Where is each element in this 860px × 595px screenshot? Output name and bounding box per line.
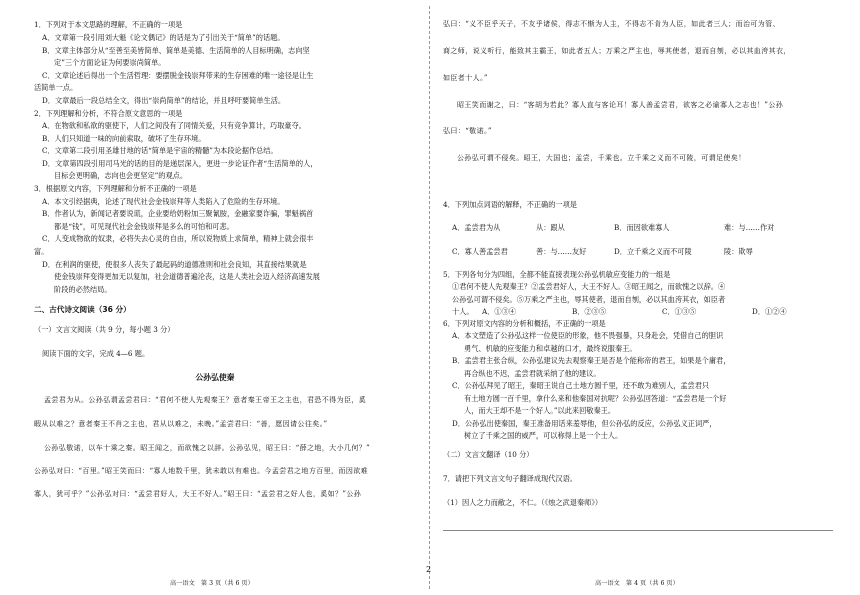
q1-option-d: D．文章最后一段总结全文，得出“崇尚简单”的结论，并且呼吁要简单生活。 xyxy=(42,96,286,105)
page-number: 2 xyxy=(426,565,432,574)
q6-option-a-cont: 勇气、机敏的应变能力和卓越的口才，最终说服秦王。 xyxy=(464,344,637,353)
q3-option-c-cont: 富。 xyxy=(34,247,49,256)
q5-option-a: A．①③④ xyxy=(482,307,516,316)
q5-sentences-cont: 公孙弘可谓不侵矣。⑤万乘之严主也，辱其使者，退而自刎，必以其血洿其衣，如臣者 xyxy=(452,295,726,304)
q4-option-a: A．孟尝君为从 xyxy=(452,223,501,232)
q3-option-d-cont1: 使金钱崇拜变得更加无以复加，社会道德普遍沦丧，这是人类社会迈入经济高速发展 xyxy=(54,272,320,281)
passage-line: 弘曰：“敬诺。” xyxy=(443,127,492,135)
q3-option-d: D．在利润的驱使，使很多人丧失了最起码的道德准则和社会良知，其直接结果就是 xyxy=(42,260,307,269)
passage-line: 公孙弘敬诺，以车十乘之秦。昭王闻之，而欲愧之以辞。公孙弘见，昭王曰：“薛之地，大小几何？” xyxy=(44,444,371,452)
q4-stem: 4．下列加点词语的解释，不正确的一项是 xyxy=(443,200,577,209)
q6-option-d: D．公孙弘出使秦国，秦王准备用话来羞辱他，但公孙弘的反应，公孙弘义正词严， xyxy=(452,419,717,428)
q5-option-c: C．①③⑤ xyxy=(662,307,697,316)
q3-option-d-cont2: 阶段的必然结局。 xyxy=(54,285,112,294)
q4-option-d-gloss: 陵：欺辱 xyxy=(724,247,753,256)
passage-line: 如臣者十人。” xyxy=(443,74,488,82)
q6-stem: 6．下列对原文内容的分析和概括，不正确的一项是 xyxy=(443,319,606,328)
q5-option-d: D．①②④ xyxy=(752,307,787,316)
q6-option-c-cont: 人，而大王却不是一个好人。”以此来回敬秦王。 xyxy=(464,406,616,415)
q1-stem: 1．下列对于本文思路的理解，不正确的一项是 xyxy=(34,20,183,29)
page-footer-left: 高一语文 第 3 页（共 6 页） xyxy=(170,580,254,587)
passage-line: 昭王笑而谢之，曰：“客胡为若此？寡人直与客论耳！寡人善孟尝君，欲客之必谕寡人之志也！”公孙 xyxy=(457,101,784,109)
page-footer-right: 高一语文 第 4 页（共 6 页） xyxy=(595,580,679,587)
q5-option-b: B．②③⑤ xyxy=(572,307,607,316)
q5-sentences: ①君何不使人先观秦王？②孟尝君好人，大王不好人。③昭王闻之，而欲愧之以辞。④ xyxy=(452,282,726,291)
q4-option-c-gloss: 善：与……友好 xyxy=(536,247,587,256)
q6-option-c-cont: 有土地方圆一百千里，拿什么来和他秦国对抗呢？公孙弘回答道：“孟尝君是一个好 xyxy=(464,394,727,403)
passage-line: 寡人，犹可乎？”公孙弘对曰：“孟尝君好人，大王不好人。”昭王曰：“孟尝君之好人也，奚如？”公孙 xyxy=(34,490,362,498)
q3-option-b-cont: 都是“钱”，可见现代社会金钱崇拜是多么的可怕和可悲。 xyxy=(54,222,234,231)
passage-title: 公孙弘使秦 xyxy=(195,373,235,382)
q1-option-c-cont: 活简单一点。 xyxy=(34,83,78,92)
passage-line: 商之师，说义听行，能致其主霸王，如此者五人；万乘之严主也，辱其使者，退而自刎，必以其血洿其衣， xyxy=(443,47,791,55)
q4-option-a-gloss: 从：跟从 xyxy=(536,223,565,232)
q2-option-b: B．人们只知道一味的向前索取，破坏了生存环境。 xyxy=(42,134,206,143)
q6-option-a: A．本文塑造了公孙弘这样一位使臣的形象，他不畏强暴，只身赴会，凭借自己的胆识 xyxy=(452,331,724,340)
q5-sentences-cont: 十人。 xyxy=(452,307,474,316)
q6-option-b: B．孟尝君主张合纵，公孙弘建议先去观察秦王是否是个能称帝的君王，如果是个庸君， xyxy=(452,356,731,365)
q3-option-c: C．人变成物欲的奴隶，必将失去心灵的自由，所以说物质上求简单，精神上就会很丰 xyxy=(42,234,314,243)
passage-line: 公孙弘对曰：“百里。”昭王笑而曰：“寡人地数千里，犹未敢以有难也。今孟尝君之地方百里，而因欲难 xyxy=(34,467,369,475)
q2-option-c: C．文章第二段引用圣雄甘地的话“简单是宇宙的精髓”为本段论据作总结。 xyxy=(42,146,278,155)
answer-line xyxy=(443,530,833,531)
q2-option-a: A．在物欲和私欲的驱使下，人们之间没有了同情关爱，只有竞争算计，巧取豪夺。 xyxy=(42,121,306,130)
subsection-heading: （二）文言文翻译（10 分） xyxy=(443,450,534,459)
passage-line: 暇从以难之？意者秦王不肖之主也，君从以难之，未晚。”孟尝君曰：“善，愿因请公往矣。” xyxy=(34,420,328,428)
passage-line: 孟尝君为从。公孙弘谓孟尝君曰：“君何不使人先观秦王？意者秦王帝王之主也，君恐不得为臣，奚 xyxy=(44,396,367,404)
q6-option-b-cont: 再合纵也不迟，孟尝君就采纳了他的建议。 xyxy=(464,369,601,378)
q1-option-b: B．文章主体部分从“至善至美皆简单、简单是美德、生活简单的人目标明确，志向坚 xyxy=(42,46,310,55)
q4-option-b: B．而因欲难寡人 xyxy=(614,223,670,232)
q3-option-a: A．本文引经据典，论述了现代社会金钱崇拜等人类陷入了危险的生存环境。 xyxy=(42,197,285,206)
q6-option-c: C．公孙弘拜见了昭王，秦昭王说自己土地方圆千里，还不敢为难别人，孟尝君只 xyxy=(452,381,710,390)
q6-option-d-cont: 树立了千乘之国的威严，可以称得上是一个士人。 xyxy=(464,431,623,440)
q4-option-c: C．寡人善孟尝君 xyxy=(452,247,508,256)
reading-instruction: 阅读下面的文字，完成 4—6 题。 xyxy=(42,349,150,358)
passage-line: 弘曰：“义不臣乎天子，不友乎诸侯，得志不惭为人主，不得志不肯为人臣，如此者三人；而治可为管、 xyxy=(443,20,780,28)
q1-option-a: A．文章第一段引用刘大魁《论文偶记》的话是为了引出关于“简单”的话题。 xyxy=(42,33,285,42)
q7-stem: 7．请把下列文言文句子翻译成现代汉语。 xyxy=(443,474,577,483)
section-heading: 二、古代诗文阅读（36 分） xyxy=(34,305,131,314)
q2-option-d-cont: 目标会更明确，志向也会更坚定”的观点。 xyxy=(54,171,188,180)
q5-stem: 5．下列各句分为四组，全都不能直接表现公孙弘机敏应变能力的一组是 xyxy=(443,270,671,279)
q4-option-b-gloss: 难：与……作对 xyxy=(724,223,775,232)
subsection-heading: （一）文言文阅读（共 9 分，每小题 3 分） xyxy=(34,325,175,334)
q1-option-c: C．文章论述后得出一个生活哲理：要摆脱金钱崇拜带来的生存困难的唯一途径是让生 xyxy=(42,71,314,80)
q1-option-b-cont: 定”三个方面论证为何要崇尚简单。 xyxy=(54,58,166,67)
q3-stem: 3．根据原文内容，下列理解和分析不正确的一项是 xyxy=(34,184,197,193)
q2-stem: 2．下列理解和分析，不符合原文意思的一项是 xyxy=(34,109,183,118)
passage-line: 公孙弘可谓不侵矣。昭王，大国也；孟尝，千乘也。立千乘之义而不可陵，可谓足使矣！ xyxy=(457,154,746,162)
q7-sentence-1: （1）因人之力而敝之，不仁。（《烛之武退秦师》） xyxy=(443,498,603,507)
q3-option-b: B．作者认为，新闻记者要说谎，企业要给奶粉加三聚氰胺，金融家要诈骗，罪魁祸首 xyxy=(42,209,314,218)
q2-option-d: D．文章第四段引用司马光的话的目的是递层深入，更进一步论证作者“生活简单的人， xyxy=(42,159,318,168)
q4-option-d: D．立千乘之义而不可陵 xyxy=(614,247,692,256)
